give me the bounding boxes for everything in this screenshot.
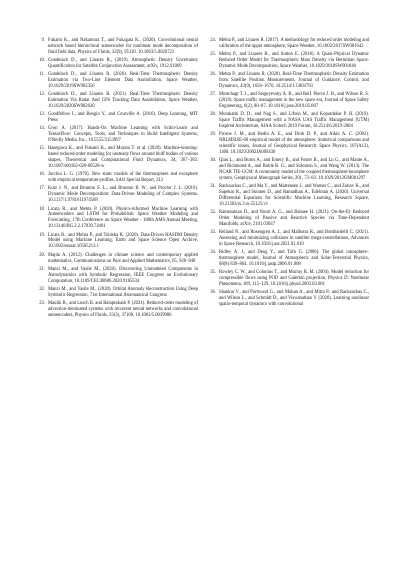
reference-number: 25. [210, 52, 216, 58]
reference-number: 14. [39, 126, 45, 132]
reference-entry [207, 52, 369, 70]
reference-entry [36, 172, 198, 184]
reference-entry [36, 186, 198, 204]
reference-number: 31. [210, 184, 216, 190]
reference-number: 16. [39, 172, 45, 178]
reference-number: 21. [39, 266, 45, 272]
references-column-right [207, 38, 369, 311]
reference-text: Gondelach D., and Linares R. (2021). Real-Time Thermospheric Density Estimation Via Radar And GPS Tracking Data Assimilation, Space Weather, 10.1029/2020SW002620 [48, 92, 198, 110]
reference-entry [207, 158, 369, 182]
reference-entry [36, 146, 198, 170]
reference-number: 36. [210, 290, 216, 296]
reference-text: Reiland N., and Rosengren A. J., and Malhotra R., and Bombardelli C. (2021). Assessing and minimizing collisions in satellite mega-constellations, Advances in Space Research, 10.1016/j.asr.2021.01.010 [219, 230, 369, 248]
reference-number: 26. [210, 72, 216, 78]
reference-text: Mutschagt T. J., and Sergeyevsky A. B., and Reif. Pierce J. H., and Wilson R. S. (2019). Space traffic management in the new space era, Journal of Space Safety Engineering, 6(2), 80–87. 10.1016/j.jsse.2019.05.007 [219, 92, 369, 110]
reference-number: 27. [210, 92, 216, 98]
reference-number: 23. [39, 300, 45, 306]
reference-text: Jacchia L. G. (1970). New static models of the thermosphere and exosphere with empirical temperature profiles. SAO Special Report, 313 [48, 172, 198, 184]
reference-text: Shankar V., and Portwood G., and Mohan A., and Mitra P., and Rackauckas C., and Wilson L., and Schmidt D., and Viswanathan V. (2020). Learning nonlinear spatio-temporal dynamics with convolutional [219, 290, 369, 308]
reference-text: Murakami D. D., and Nag S., and Lifson M., and Kopardekar P. H. (2019). Space Traffic Management with a NASA UAS Traffic Management (UTM) Inspired Architecture, AIAA Scitech 2019 Forum, 10.2514/6.2019-2004 [219, 112, 369, 130]
reference-text: Majda A. (2012). Challenges in climate science and contemporary applied mathematics, Communications on Pure and Applied Mathematics, 65, 920–948 [48, 252, 198, 264]
reference-number: 22. [39, 286, 45, 292]
reference-text: Maulik R., and Lusch B. and Balaprakash P. (2021). Reduced-order modeling of advection-dominated systems with recurrent neural networks and convolutional autoencoders, Physics of Fluids, 33(3), 37106, 10.1063/5.0039986 [48, 300, 198, 318]
reference-number: 29. [210, 132, 216, 138]
reference-number: 30. [210, 158, 216, 164]
reference-number: 28. [210, 112, 216, 118]
reference-number: 17. [39, 186, 45, 192]
reference-entry [36, 301, 198, 319]
reference-entry [36, 267, 198, 285]
reference-number: 12. [39, 92, 45, 98]
reference-text: Picone J. M., and Hedin A. E., and Drob D. P., and Aikin A. C. (2002). NRLMSISE-00 empirical model of the atmosphere: Statistical comparisons and scientific issues, Journal of Geophysical Research: Space Physics, 107(A12), 1468. 10.1029/2002JA009430 [219, 132, 369, 156]
reference-number: 9. [41, 38, 45, 43]
reference-entry [36, 253, 198, 265]
reference-text: Kutz J. N., and Brunton S. L., and Brunton B. W., and Proctor J. L. (2016). Dynamic Mode Decomposition: Data-Driven Modeling of Complex Systems. 10.1137/1.9781611974508 [48, 186, 198, 204]
reference-text: Manzi M., and Vasile M., (2020). Orbital Anomaly Reconstruction Using Deep Symbolic Regression, 71st International Astronautical Congress [48, 286, 198, 298]
reference-entry [207, 184, 369, 208]
reference-entry [36, 72, 198, 90]
reference-text: Goodfellow I., and Bengio Y., and Courville A. (2016). Deep Learning, MIT Press [48, 112, 198, 124]
reference-text: Gondelach D., and Linares R., (2019). Atmospheric Density Uncertainty Quantification for Satellite Conjunction Assessment, arXiv, 1912.01069 [48, 58, 198, 69]
reference-entry [207, 290, 369, 308]
reference-text: Ramezanian D., and Nouri A. G., and Babaee H. (2021). On-the-fly Reduced Order Modeling of Passive and Reactive Species via Time-Dependent Manifolds, arXiv, 2101.03847 [219, 210, 369, 228]
reference-number: 15. [39, 146, 45, 152]
reference-text: Manzi M., and Vasile M., (2020). Discovering Unmodeled Components in Astrodynamics with Symbolic Regression, IEEE Congress on Evolutionary Computation, 10.1109/CEC48606.2020.9185534 [48, 266, 198, 284]
references-column-left [36, 38, 198, 321]
reference-number: 18. [39, 206, 45, 212]
reference-entry [207, 250, 369, 268]
reference-entry [36, 207, 198, 231]
reference-entry [207, 210, 369, 228]
reference-text: Hasegawa K., and Fukami K., and Murata T. et al. (2020). Machine-learning-based reduced-order modeling for unsteady flows around bluff bodies of various shapes, Theoretical and Computational Fluid Dynamics, 34, 367–383. 10.1007/s00162-020-00528-w [48, 146, 198, 170]
reference-number: 32. [210, 210, 216, 216]
reference-number: 13. [39, 112, 45, 118]
reference-text: Rackauckas C., and Ma Y., and Martensen J., and Warner C., and Zubov K., and Supekar R., and Skinner D., and Ramadhan A., Edelman A. (2020). Universal Differential Equations for Scientific Machine Learning, Research Square, 10.21203/rs.3.rs-55125/v1 [219, 184, 369, 208]
reference-number: 10. [39, 58, 45, 64]
reference-number: 19. [39, 232, 45, 238]
reference-number: 35. [210, 270, 216, 276]
reference-text: Licata R., and Mehta P., and Tobiska K. (2020). Data-Driven HASDM Density Model using Machine Learning, Earth and Space Science Open Archive, 10.1002/essoar.10505213.1 [48, 232, 198, 250]
reference-number: 11. [39, 72, 45, 78]
reference-entry [36, 112, 198, 124]
reference-text: Rowley C. W., and Colonius T., and Murray R. M. (2004). Model reduction for compressible flows using POD and Galerkin projection, Physica D: Nonlinear Phenomena, 189, 115–129. 10.1016/j.physd.2003.03.001 [219, 270, 369, 288]
reference-entry [36, 126, 198, 144]
reference-text: Gron A. (2017). Hands-On Machine Learning with Scikit-Learn and TensorFlow: Concepts, Tools, and Techniques to Build Intelligent Systems, O'Reilly Media, Inc., 10.5555/3153997 [48, 126, 198, 144]
reference-entry [36, 38, 198, 56]
reference-text: Mehta P., and Linares R. (2020). Real-Time Thermospheric Density Estimation from Satellite Position Measurements, Journal of Guidance, Control, and Dynamics, 43(9), 1656–1670, 10.2514/1.G004793 [219, 72, 369, 90]
reference-entry [207, 112, 369, 130]
reference-text: Mehta P., and Linares R., and Sutton E. (2018). A Quasi-Physical Dynamic Reduced Order Model for Thermospheric Mass Density via Hermitian Space-Dynamic Mode Decomposition, Space Weather, 10.1029/2018SW001840 [219, 52, 369, 69]
reference-text: Gondelach D., and Linares R. (2020). Real-Time Thermospheric Density Estimation via Two-Line Element Data Assimilation, Space Weather, 10.1029/2019SW002356 [48, 72, 198, 90]
reference-entry [207, 230, 369, 248]
reference-entry [36, 233, 198, 251]
reference-entry [36, 92, 198, 110]
reference-entry [207, 72, 369, 90]
reference-text: Mehta P., and Linares R. (2017). A methodology for reduced order modeling and calibration of the upper atmosphere, Space Weather, 10.1002/2017SW001642 [219, 38, 370, 49]
reference-entry [207, 92, 369, 110]
reference-number: 34. [210, 250, 216, 256]
reference-number: 20. [39, 252, 45, 258]
reference-number: 33. [210, 230, 216, 236]
reference-text: Qian L., and Burns A., and Emery B., and Foster B., and Lu G., and Maute A., and Richmond A., and Roble R. G., and Solomon S., and Wang W. (2013). The NCAR TIE-GCM: A community model of the coupled thermosphere/ionosphere system, Geophysical Monograph Series, 201, 73–83. 10.1029/2012GM001297 [219, 158, 369, 182]
reference-entry [36, 287, 198, 299]
reference-entry [207, 132, 369, 156]
reference-entry [36, 58, 198, 70]
reference-entry [207, 38, 369, 50]
reference-number: 24. [210, 38, 216, 43]
reference-text: Licata R., and Mehta P. (2020). Physics-informed Machine Learning with Autoencoders and LSTM for Probabilistic Space Weather Modeling and Forecasting, 17th Conference on Space Weather - 100th AMS Annual Meeting, 10.13140/RG.2.2.17039.74401 [48, 206, 198, 230]
reference-entry [207, 270, 369, 288]
reference-text: Fukami K., and Nakamura T., and Fukagata K., (2020). Convolutional neural network based hierarchical autoencoder for nonlinear mode decomposition of fluid field data, Physics of Fluids, 32(9), 95110. 10.1063/5.0020721 [48, 38, 198, 55]
reference-text: Ridley A. J., and Deng Y., and Tóth G. (2006). The global ionosphere–thermosphere model, Journal of Atmospheric and Solar-Terrestrial Physics, 68(8) 839–864. 10.1016/j.jastp.2006.01.008 [219, 250, 369, 268]
